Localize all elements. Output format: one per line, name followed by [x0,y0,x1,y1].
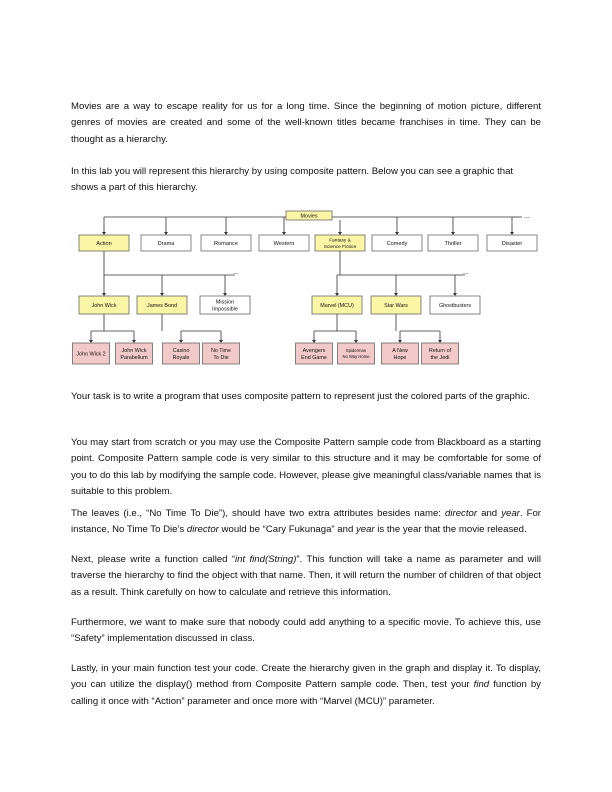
arrow-head [132,340,136,343]
node-genre-fantasy-label: Science Fiction [323,244,357,250]
node-genre-comedy [372,235,422,251]
node-avengers-end-game-label: Avengers [302,347,326,354]
node-mission-impossible [200,296,250,314]
ellipsis-fantasy: ... [463,269,469,276]
paragraph-intro: Movies are a way to escape reality for us for a long time. Since the beginning of motion picture, different genres of movies are created and some of the well-known titles became franchises in time. They can be thought as a hierarchy. [71,101,541,145]
node-spiderman-no-way-home-label: No Way Home [342,353,370,359]
node-genre-drama [141,235,191,251]
node-star-wars [371,296,421,314]
node-casino-royale-label: Casino [172,347,190,354]
arrow-head [312,340,316,343]
node-genre-thriller-label: Thriller [444,240,462,247]
arrow-head [335,293,339,296]
node-genre-romance-label: Romance [214,240,238,247]
leaves-text-f: director [186,524,219,536]
node-casino-royale [163,343,200,364]
arrow-head [223,293,227,296]
node-marvel-mcu [312,296,362,314]
leaves-text-e: . For instance, No Time To Die’s [71,508,541,536]
node-spiderman-no-way-home [338,343,375,364]
node-john-wick-parabellum-label: John Wick [121,347,147,354]
arrow-head [354,340,358,343]
node-a-new-hope [382,343,419,364]
arrow-head [395,232,399,235]
node-james-bond-label: James Bond [147,302,177,309]
node-john-wick-2 [73,343,110,364]
leaves-text-i: is the year that the movie released. [374,524,527,536]
node-james-bond [137,296,187,314]
paragraph-testing [71,661,541,710]
paragraph-safety: Furthermore, we want to make sure that nobody could add anything to a specific movie. To achieve this, use “Safety” implementation discussed in class. [71,617,541,645]
node-john-wick-label: John Wick [91,302,117,309]
node-avengers-end-game-label: End Game [301,354,327,361]
node-a-new-hope-label: A New [392,347,408,354]
testing-text-c: function by calling it once with “Action” parameter and once more with “Marvel (MCU)” parameter. [71,679,541,707]
leaves-text-h: year [355,524,375,536]
node-genre-comedy-label: Comedy [386,240,408,247]
paragraph-task: Your task is to write a program that uses composite pattern to represent just the colored parts of the graphic. [71,391,530,402]
node-return-of-the-jedi-label: the Jedi [430,354,450,361]
node-no-time-to-die-label: No Time [210,347,232,354]
find-text-a: Next, please write a function called “ [71,554,236,565]
find-text-c: ”. This function will take a name as parameter and will traverse the hierarchy to find the object with that name. Then, it will return the number of children of that object as a result. Think carefully on how to calculate and retrieve this information. [71,554,542,598]
ellipsis-genres: ... [524,213,530,220]
node-movies [286,211,332,220]
node-movies-label: Movies [300,213,318,220]
node-genre-action [79,235,129,251]
node-casino-royale-label: Royale [172,354,190,361]
node-genre-western-label: Western [273,240,295,247]
node-mission-impossible-label: Mission [215,299,235,306]
testing-text-b: find [473,679,490,691]
leaves-text-d: year [501,508,520,519]
leaves-text-c: and [477,508,502,519]
arrow-head [398,340,402,343]
node-genre-drama-label: Drama [157,240,175,247]
node-john-wick-parabellum [116,343,153,364]
arrow-head [394,293,398,296]
arrow-head [89,340,93,343]
leaves-text-a: The leaves (i.e., “No Time To Die”), should have two extra attributes besides name: [71,508,446,519]
node-spiderman-no-way-home-label: Spiderman [345,348,367,354]
arrow-head [102,232,106,235]
node-mission-impossible-label: Impossible [212,306,238,313]
node-return-of-the-jedi-label: Return of [428,347,452,354]
node-genre-fantasy-label: Fantasy & [329,238,351,244]
arrow-head [451,232,455,235]
arrow-head [510,232,514,235]
node-no-time-to-die-label: To Die [213,354,229,361]
paragraph-leaves [71,506,541,539]
arrow-head [282,232,286,235]
node-marvel-mcu-label: Marvel (MCU) [320,302,354,309]
paragraph-starting-point: You may start from scratch or you may use the Composite Pattern sample code from Blackboard as a starting point. Composite Pattern sample code is very similar to this structure and it may be comfortable for some of you to do this lab by modifying the sample code. However, please give meaningful class/variable names that is suitable to this problem. [71,437,541,498]
node-ghostbusters-label: Ghostbusters [438,302,472,309]
arrow-head [102,293,106,296]
arrow-head [164,232,168,235]
leaves-text-b: director [445,508,478,519]
node-genre-romance [201,235,251,251]
arrow-head [438,340,442,343]
node-genre-action-label: Action [96,240,112,247]
node-john-wick-parabellum-label: Parabellum [120,354,148,361]
node-genre-thriller [428,235,478,251]
node-return-of-the-jedi [422,343,459,364]
node-genre-disaster [487,235,537,251]
arrow-head [160,293,164,296]
paragraph-find-function [71,552,541,601]
arrow-head [338,232,342,235]
node-a-new-hope-label: Hope [393,354,407,361]
find-text-b: int find(String) [235,554,297,565]
node-john-wick-2-label: John Wick 2 [76,351,106,358]
node-avengers-end-game [296,343,333,364]
movie-hierarchy-diagram [66,207,546,379]
node-no-time-to-die [203,343,240,364]
node-ghostbusters [430,296,480,314]
arrow-head [453,293,457,296]
paragraph-lab-description: In this lab you will represent this hierarchy by using composite pattern. Below you can see a graphic that shows a part of this hierarchy. [71,166,514,194]
ellipsis-action: ... [233,269,239,276]
node-genre-western [259,235,309,251]
node-genre-disaster-label: Disaster [501,240,523,247]
leaves-text-g: would be “Cary Fukunaga” and [218,524,356,536]
arrow-head [224,232,228,235]
node-john-wick [79,296,129,314]
node-star-wars-label: Star Wars [384,302,408,309]
arrow-head [179,340,183,343]
arrow-head [219,340,223,343]
node-genre-fantasy [315,235,365,251]
testing-text-a: Lastly, in your main function test your code. Create the hierarchy given in the graph and display it. To display, you can utilize the display() method from Composite Pattern sample code. Then, test your [71,663,541,691]
